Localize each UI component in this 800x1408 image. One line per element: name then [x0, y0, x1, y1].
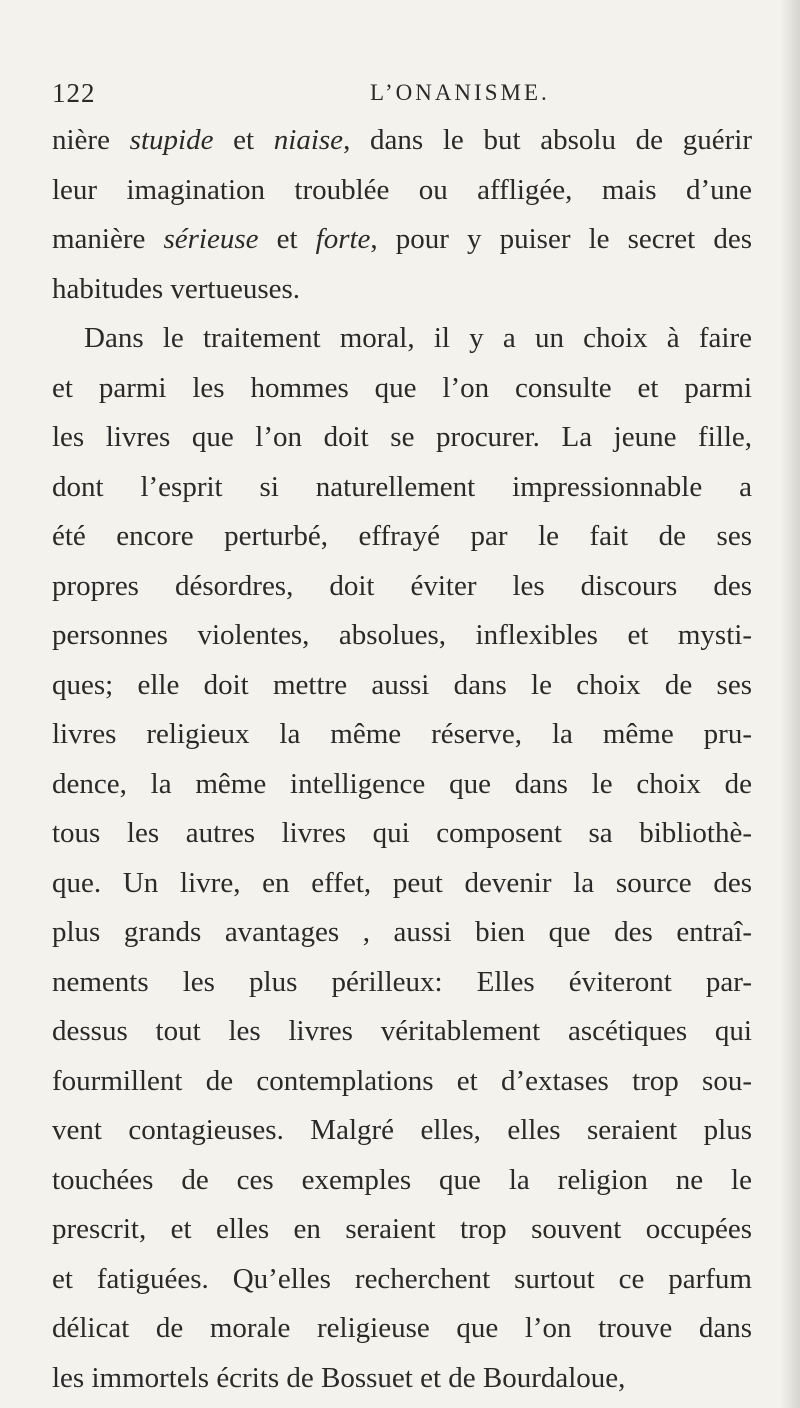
text-line: nière stupide et niaise, dans le but absolu de guérir — [52, 124, 752, 156]
text-line: et fatiguées. Qu’elles recherchent surtout ce parfum — [52, 1262, 752, 1295]
text-line: manière sérieuse et forte, pour y puiser le secret des — [52, 223, 752, 255]
text-line: propres désordres, doit éviter les discours des — [52, 569, 752, 602]
italic-word: sérieuse — [163, 223, 259, 255]
text-line: que. Un livre, en effet, peut devenir la source des — [52, 866, 752, 899]
text-line: été encore perturbé, effrayé par le fait de ses — [52, 520, 752, 552]
text-line: touchées de ces exemples que la religion ne le — [52, 1163, 752, 1196]
page-edge-shadow — [780, 0, 800, 1408]
text-line: dont l’esprit si naturellement impressionnable a — [52, 470, 752, 503]
text-line: leur imagination troublée ou affligée, mais d’une — [52, 173, 752, 206]
text-line: dence, la même intelligence que dans le choix de — [52, 767, 752, 800]
text-line: les immortels écrits de Bossuet et de Bourdaloue, — [52, 1361, 626, 1394]
italic-word: stupide — [129, 124, 214, 156]
text-line: les livres que l’on doit se procurer. La jeune fille, — [52, 421, 752, 453]
body-text — [52, 116, 752, 1403]
text-line: et parmi les hommes que l’on consulte et parmi — [52, 371, 752, 404]
text-line: délicat de morale religieuse que l’on trouve dans — [52, 1312, 752, 1344]
text-line: prescrit, et elles en seraient trop souvent occupées — [52, 1213, 752, 1245]
italic-word: niaise — [273, 124, 344, 156]
text-line: personnes violentes, absolues, inflexibles et mysti- — [52, 619, 752, 651]
text-line: nements les plus périlleux: Elles éviteront par- — [52, 965, 752, 998]
text-line: livres religieux la même réserve, la même pru- — [52, 718, 752, 750]
running-title: L’ONANISME. — [370, 80, 550, 105]
italic-word: forte — [315, 223, 371, 255]
text-line: vent contagieuses. Malgré elles, elles seraient plus — [52, 1114, 752, 1146]
text-line: Dans le traitement moral, il y a un choix à faire — [84, 322, 752, 354]
text-line: plus grands avantages , aussi bien que des entraî- — [52, 916, 752, 948]
text-line: fourmillent de contemplations et d’extases trop sou- — [52, 1064, 752, 1097]
page-number: 122 — [52, 78, 96, 108]
text-line: dessus tout les livres véritablement ascétiques qui — [52, 1015, 752, 1047]
text-line: tous les autres livres qui composent sa bibliothè- — [52, 817, 752, 849]
text-line: ques; elle doit mettre aussi dans le choix de ses — [52, 668, 752, 701]
text-line: habitudes vertueuses. — [52, 272, 301, 305]
running-head — [52, 78, 752, 110]
